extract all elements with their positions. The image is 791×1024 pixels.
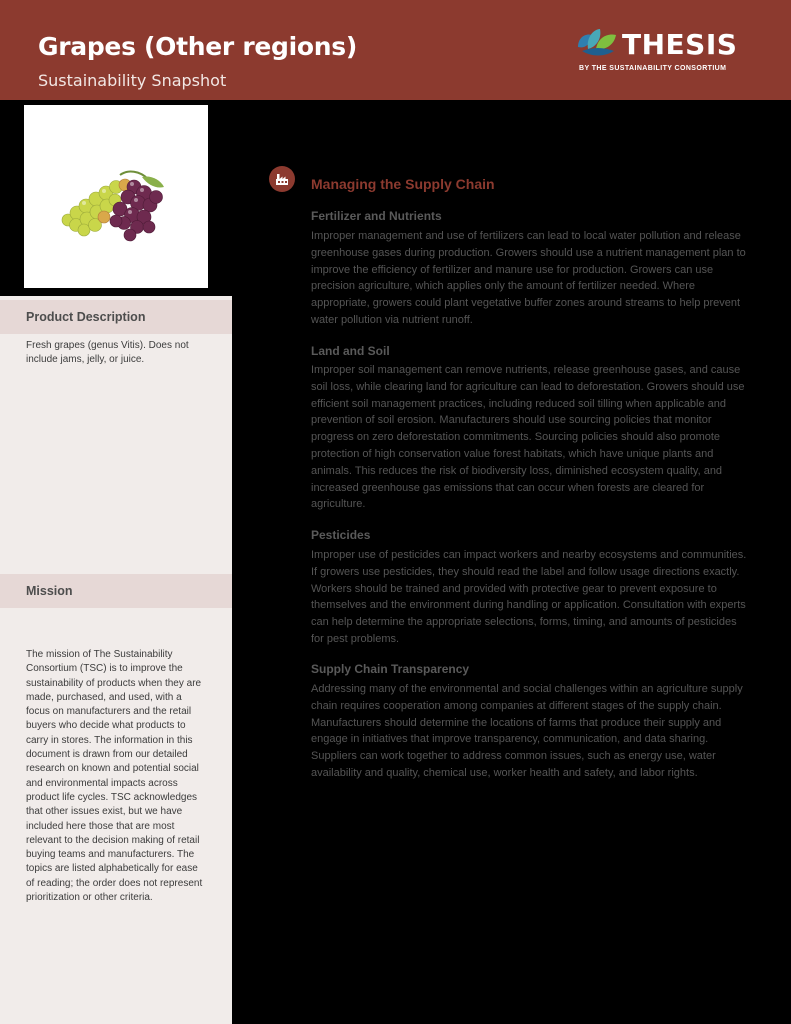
product-description-heading: Product Description <box>26 310 146 324</box>
section-title: Managing the Supply Chain <box>311 176 495 192</box>
product-description-header <box>0 300 232 334</box>
leaf-logo-icon <box>574 27 620 61</box>
product-description-text: Fresh grapes (genus Vitis). Does not include jams, jelly, or juice. <box>26 340 189 366</box>
factory-icon <box>269 166 295 192</box>
topic-heading-pesticides: Pesticides <box>311 528 371 542</box>
logo-tagline: BY THE SUSTAINABILITY CONSORTIUM <box>579 65 727 72</box>
mission-header <box>0 574 232 608</box>
topic-heading-transparency: Supply Chain Transparency <box>311 662 470 676</box>
topic-heading-fertilizer: Fertilizer and Nutrients <box>311 209 442 223</box>
mission-heading: Mission <box>26 584 73 598</box>
topic-body-transparency: Addressing many of the environmental and social challenges within an agriculture supply chain requires cooperation among companies at different stages of the supply chain. Manufacturers should determine the locations of farms that produce their supply and engage in initiatives that improve transparency, communication, and data sharing. Suppliers can work together to address common issues, such as energy use, water availability and quality, chemical use, worker health and safety, and labor rights. <box>311 683 743 779</box>
mission-text: The mission of The Sustainability Consortium (TSC) is to improve the sustainability of products when they are made, purchased, and used, with a focus on manufacturers and the retail buyers who decide what products to carry in stores. The information in this document is drawn from our detailed research on known and potential social and environmental impacts across product life cycles. TSC acknowledges that other issues exist, but we have included here those that are most relevant to the decision making of retail buying teams and manufacturers. The topics are listed alphabetically for ease of reading; the order does not represent prioritization or other criteria. <box>26 649 203 904</box>
grapes-photo <box>24 105 208 288</box>
topic-heading-land-soil: Land and Soil <box>311 344 390 358</box>
topic-body-pesticides: Improper use of pesticides can impact workers and nearby ecosystems and communities. If growers use pesticides, they should read the label and follow usage directions exactly. Workers should be trained and provided with protective gear to prevent exposure to themselves and the environment during handling or application. Consultation with experts can help determine the appropriate selections, forms, timing, and amounts of pesticides for pest problems. <box>311 549 747 645</box>
page-subtitle: Sustainability Snapshot <box>38 71 227 90</box>
product-photo <box>24 105 208 288</box>
page-header <box>0 0 791 100</box>
topic-body-fertilizer: Improper management and use of fertilizers can lead to local water pollution and release greenhouse gases during production. Growers should use a nutrient management plan to improve the efficiency of fertilizer and manure use for production. Growers can use precision agriculture, which applies only the amount of fertilizer needed. Where appropriate, growers could plant vegetative buffer zones around streams to help prevent water pollution via nutrient runoff. <box>311 230 746 326</box>
sidebar <box>0 296 232 1024</box>
topic-body-land-soil: Improper soil management can remove nutrients, release greenhouse gases, and cause soil loss, while clearing land for agriculture can lead to deforestation. Growers should use efficient soil management practices, including reduced soil tilling when applicable and prevention of soil erosion. Manufacturers should use sourcing policies that monitor progress on zero deforestation commitments. Sourcing policies should also promote protection of high conservation value forest habitats, which have unique plants and animals. This reduces the risk of biodiversity loss, diminished ecosystem quality, and increased greenhouse gas emissions that can occur when forests are cleared for agriculture. <box>311 364 745 511</box>
logo-wordmark: THESIS <box>622 28 738 61</box>
thesis-logo <box>574 25 754 80</box>
page-title: Grapes (Other regions) <box>38 32 357 61</box>
